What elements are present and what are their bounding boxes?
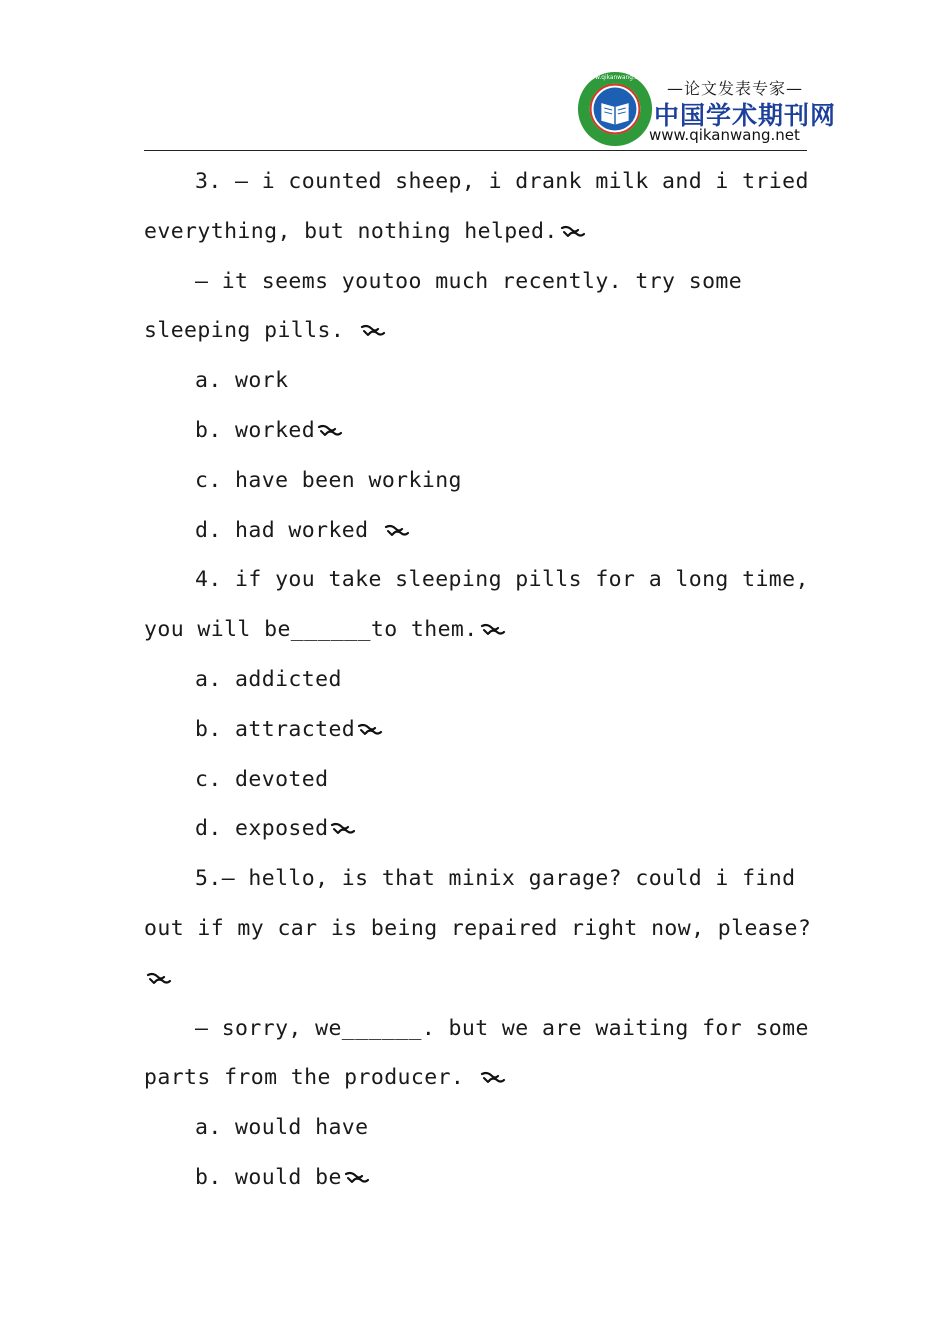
logo-seal-text: www.qikanwang.net	[585, 74, 645, 81]
text-line	[195, 864, 795, 894]
text-line-content: 3. — i counted sheep, i drank milk and i tried	[195, 169, 809, 194]
text-line	[195, 765, 328, 795]
text-line-content: you will be______to them.	[144, 617, 478, 643]
text-line-content: d. had worked	[195, 517, 382, 543]
text-line	[195, 516, 410, 546]
text-line-content: out if my car is being repaired right now, please?	[144, 916, 812, 941]
text-line	[144, 217, 586, 247]
text-line	[144, 615, 506, 645]
text-line	[195, 814, 356, 844]
text-line	[195, 366, 288, 396]
header-divider	[144, 150, 807, 151]
paragraph-mark-icon	[480, 622, 506, 638]
text-line	[195, 1113, 368, 1143]
qikanwang-logo-seal	[576, 70, 654, 148]
text-line-content: a. work	[195, 368, 289, 394]
page-header	[0, 0, 950, 160]
text-line	[195, 565, 809, 595]
logo-url: www.qikanwang.net	[649, 126, 800, 144]
paragraph-mark-icon	[360, 323, 386, 339]
text-line-content: parts from the producer.	[144, 1065, 478, 1091]
paragraph-mark-icon	[146, 971, 172, 987]
text-line	[195, 1014, 809, 1044]
paragraph-mark-icon	[317, 423, 343, 439]
text-line-content: a. would have	[195, 1115, 369, 1141]
text-line-content: b. worked	[195, 418, 316, 443]
paragraph-mark-icon	[344, 1170, 370, 1186]
logo-site-name: 中国学术期刊网	[654, 101, 837, 130]
text-line-content: — it seems youtoo much recently. try some	[195, 268, 743, 294]
paragraph-mark-icon	[480, 1070, 506, 1086]
text-line-content: sleeping pills.	[144, 318, 358, 344]
text-line	[195, 1163, 370, 1193]
text-line	[144, 1063, 506, 1093]
paragraph-mark-icon	[560, 224, 586, 240]
paragraph-mark-icon	[357, 722, 383, 738]
text-line-content: b. would be	[195, 1165, 342, 1190]
text-line-content: c. have been working	[195, 467, 462, 493]
text-line-content: — sorry, we______. but we are waiting for some	[195, 1015, 809, 1041]
text-line-content: 4. if you take sleeping pills for a long time,	[195, 567, 809, 593]
text-line-content: b. attracted	[195, 716, 356, 742]
text-line-content: a. addicted	[195, 667, 342, 692]
text-line	[144, 316, 386, 346]
text-line	[195, 167, 809, 197]
paragraph-mark-icon	[384, 523, 410, 539]
text-line	[195, 665, 342, 695]
text-line-content: everything, but nothing helped.	[144, 218, 558, 244]
text-line-content: 5.— hello, is that minix garage? could i find	[195, 866, 796, 892]
logo-tagline: —论文发表专家—	[666, 79, 803, 98]
text-line	[195, 416, 343, 446]
text-line-content: c. devoted	[195, 766, 329, 792]
text-line	[195, 267, 742, 297]
text-line	[195, 715, 383, 745]
text-line-content: d. exposed	[195, 816, 329, 842]
paragraph-mark-icon	[330, 821, 356, 837]
text-line	[144, 914, 811, 944]
text-line	[195, 466, 462, 496]
text-line	[144, 964, 172, 994]
